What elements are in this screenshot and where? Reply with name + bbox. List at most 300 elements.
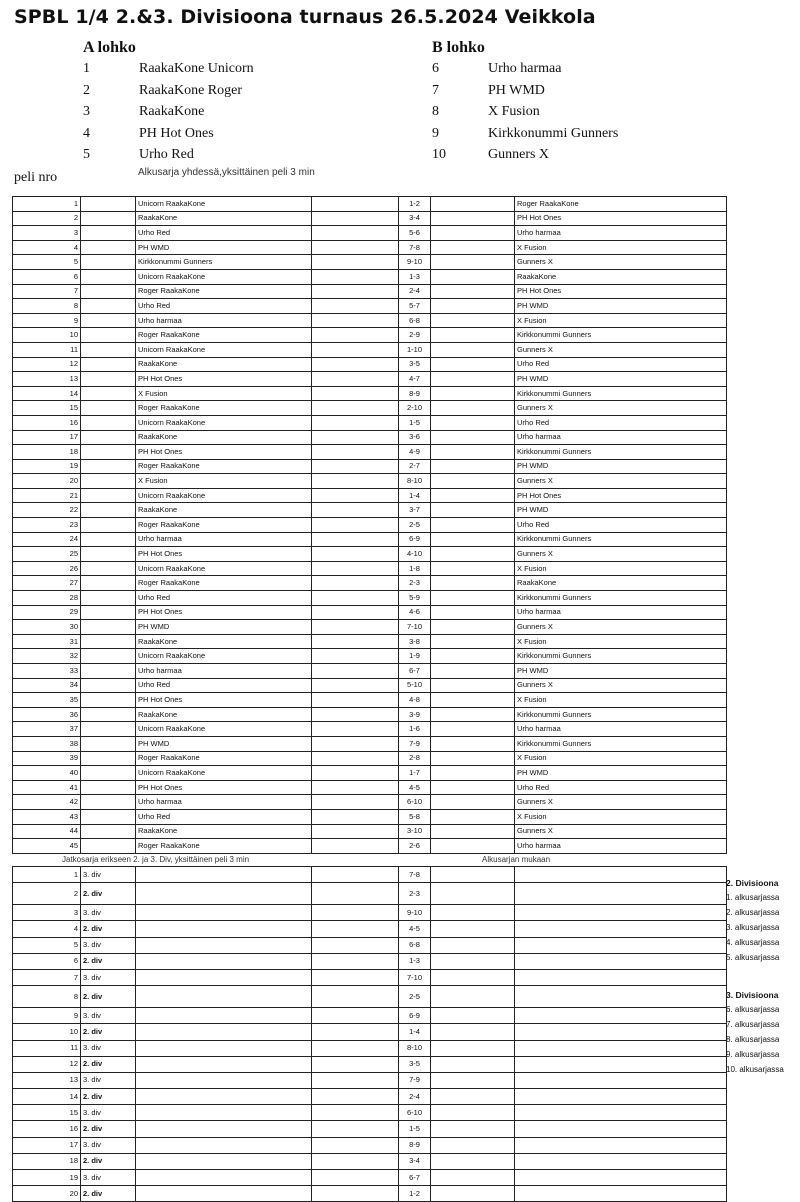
empty-cell: [312, 839, 399, 854]
empty-cell: [431, 328, 515, 343]
match-number: 43: [13, 809, 81, 824]
peli-nro-label: peli nro: [14, 170, 58, 185]
home-team: Unicorn RaakaKone: [136, 561, 312, 576]
final-subtitle-right: Alkusarjan mukaan: [482, 855, 551, 864]
empty-cell: [431, 780, 515, 795]
matchup: 7-8: [399, 240, 431, 255]
division-2-list: [726, 876, 779, 965]
empty-cell: [515, 953, 727, 969]
empty-cell: [81, 459, 136, 474]
matchup: 2-5: [399, 986, 431, 1008]
match-number: 16: [13, 415, 81, 430]
empty-cell: [431, 839, 515, 854]
empty-cell: [312, 328, 399, 343]
empty-cell: [312, 474, 399, 489]
home-team: Unicorn RaakaKone: [136, 766, 312, 781]
empty-cell: [81, 430, 136, 445]
empty-cell: [312, 269, 399, 284]
home-team: PH WMD: [136, 620, 312, 635]
match-number: 19: [13, 1170, 81, 1186]
table-row: [13, 547, 727, 562]
matchup: 3-7: [399, 503, 431, 518]
division-item: 3. alkusarjassa: [726, 923, 780, 932]
empty-cell: [312, 905, 399, 921]
table-row: [13, 649, 727, 664]
team-name: Kirkkonummi Gunners: [488, 125, 619, 141]
matchup: 1-4: [399, 488, 431, 503]
matchup: 3-4: [399, 211, 431, 226]
away-team: RaakaKone: [515, 269, 727, 284]
group-b: [432, 37, 618, 166]
final-subtitle: Jatkosarja erikseen 2. ja 3. Div, yksittäinen peli 3 min: [62, 855, 250, 864]
matchup: 1-4: [399, 1024, 431, 1040]
empty-cell: [431, 1089, 515, 1105]
team-number: 10: [432, 147, 446, 163]
away-team: Urho harmaa: [515, 839, 727, 854]
table-row: [13, 634, 727, 649]
away-team: X Fusion: [515, 693, 727, 708]
empty-cell: [312, 707, 399, 722]
table-row: [13, 386, 727, 401]
empty-cell: [312, 576, 399, 591]
empty-cell: [431, 547, 515, 562]
team-name: RaakaKone: [139, 104, 205, 120]
empty-cell: [431, 459, 515, 474]
match-number: 8: [13, 299, 81, 314]
team-number: 7: [432, 82, 439, 98]
empty-cell: [431, 921, 515, 937]
matchup: 4-6: [399, 605, 431, 620]
table-row: [13, 503, 727, 518]
empty-cell: [431, 474, 515, 489]
match-number: 17: [13, 430, 81, 445]
empty-cell: [312, 678, 399, 693]
empty-cell: [431, 795, 515, 810]
match-number: 13: [13, 372, 81, 387]
division-cell: [81, 1186, 136, 1202]
empty-cell: [81, 605, 136, 620]
match-number: 3: [13, 226, 81, 241]
away-team: PH Hot Ones: [515, 211, 727, 226]
empty-cell: [81, 299, 136, 314]
home-team: Urho Red: [136, 809, 312, 824]
table-row: [13, 722, 727, 737]
table-row: [13, 766, 727, 781]
away-team: Urho Red: [515, 415, 727, 430]
match-number: 9: [13, 1008, 81, 1024]
empty-cell: [312, 722, 399, 737]
empty-cell: [431, 1072, 515, 1088]
matchup: 3-6: [399, 430, 431, 445]
table-row: [13, 474, 727, 489]
group-team-row: [432, 58, 618, 80]
empty-cell: [312, 824, 399, 839]
division-label: 2. div: [83, 1091, 103, 1101]
match-number: 20: [13, 474, 81, 489]
division-item: 6. alkusarjassa: [726, 1005, 780, 1014]
away-team: Kirkkonummi Gunners: [515, 532, 727, 547]
empty-cell: [81, 503, 136, 518]
empty-cell: [431, 576, 515, 591]
home-team: PH Hot Ones: [136, 372, 312, 387]
away-team: Kirkkonummi Gunners: [515, 386, 727, 401]
table-row: [13, 780, 727, 795]
matchup: 6-7: [399, 664, 431, 679]
table-row: [13, 591, 727, 606]
empty-cell: [136, 1137, 312, 1153]
home-team: X Fusion: [136, 474, 312, 489]
empty-cell: [431, 722, 515, 737]
division-cell: 3. div: [81, 905, 136, 921]
away-team: PH WMD: [515, 372, 727, 387]
match-number: 4: [13, 240, 81, 255]
empty-cell: [312, 240, 399, 255]
empty-cell: [136, 969, 312, 985]
empty-cell: [136, 1105, 312, 1121]
division-cell: [81, 1153, 136, 1169]
home-team: PH Hot Ones: [136, 547, 312, 562]
away-team: Kirkkonummi Gunners: [515, 649, 727, 664]
prelim-schedule-table: [12, 196, 727, 854]
group-a-heading: A lohko: [83, 39, 136, 56]
empty-cell: [431, 937, 515, 953]
division-item: 5. alkusarjassa: [726, 953, 780, 962]
team-number: 2: [83, 82, 90, 98]
empty-cell: [81, 488, 136, 503]
away-team: Gunners X: [515, 547, 727, 562]
empty-cell: [515, 1186, 727, 1202]
match-number: 4: [13, 921, 81, 937]
empty-cell: [81, 766, 136, 781]
empty-cell: [431, 707, 515, 722]
empty-cell: [431, 620, 515, 635]
empty-cell: [81, 328, 136, 343]
empty-cell: [431, 1121, 515, 1137]
matchup: 1-3: [399, 269, 431, 284]
division-item: 4. alkusarjassa: [726, 938, 780, 947]
matchup: 3-4: [399, 1153, 431, 1169]
table-row: [13, 284, 727, 299]
matchup: 2-4: [399, 284, 431, 299]
division-label: 2. div: [83, 956, 103, 966]
away-team: Urho harmaa: [515, 226, 727, 241]
empty-cell: [312, 226, 399, 241]
team-name: PH WMD: [488, 82, 545, 98]
matchup: 3-5: [399, 357, 431, 372]
division-cell: [81, 1121, 136, 1137]
empty-cell: [136, 937, 312, 953]
empty-cell: [136, 1072, 312, 1088]
division-item: 2. alkusarjassa: [726, 908, 780, 917]
table-row: [13, 313, 727, 328]
empty-cell: [431, 649, 515, 664]
team-number: 6: [432, 61, 439, 76]
division-cell: 3. div: [81, 867, 136, 883]
team-number: 5: [83, 147, 90, 163]
table-row: [13, 1105, 727, 1121]
empty-cell: [81, 386, 136, 401]
matchup: 1-3: [399, 953, 431, 969]
empty-cell: [431, 503, 515, 518]
table-row: [13, 937, 727, 953]
empty-cell: [515, 905, 727, 921]
table-row: [13, 211, 727, 226]
table-row: [13, 226, 727, 241]
home-team: Unicorn RaakaKone: [136, 488, 312, 503]
empty-cell: [81, 226, 136, 241]
empty-cell: [431, 342, 515, 357]
empty-cell: [431, 824, 515, 839]
home-team: Kirkkonummi Gunners: [136, 255, 312, 270]
match-number: 34: [13, 678, 81, 693]
empty-cell: [431, 313, 515, 328]
home-team: Unicorn RaakaKone: [136, 415, 312, 430]
matchup: 6-8: [399, 313, 431, 328]
empty-cell: [81, 445, 136, 460]
matchup: 2-8: [399, 751, 431, 766]
empty-cell: [515, 867, 727, 883]
empty-cell: [312, 299, 399, 314]
empty-cell: [431, 1008, 515, 1024]
away-team: Roger RaakaKone: [515, 197, 727, 212]
empty-cell: [431, 430, 515, 445]
table-row: [13, 1089, 727, 1105]
empty-cell: [312, 795, 399, 810]
match-number: 20: [13, 1186, 81, 1202]
team-number: 3: [83, 104, 90, 120]
home-team: Roger RaakaKone: [136, 459, 312, 474]
empty-cell: [136, 1056, 312, 1072]
empty-cell: [312, 969, 399, 985]
matchup: 7-10: [399, 969, 431, 985]
match-number: 35: [13, 693, 81, 708]
away-team: Gunners X: [515, 795, 727, 810]
empty-cell: [312, 459, 399, 474]
home-team: RaakaKone: [136, 211, 312, 226]
empty-cell: [431, 240, 515, 255]
empty-cell: [81, 576, 136, 591]
empty-cell: [515, 986, 727, 1008]
home-team: Roger RaakaKone: [136, 518, 312, 533]
empty-cell: [515, 1105, 727, 1121]
match-number: 22: [13, 503, 81, 518]
empty-cell: [431, 766, 515, 781]
empty-cell: [81, 678, 136, 693]
empty-cell: [81, 415, 136, 430]
match-number: 19: [13, 459, 81, 474]
matchup: 6-10: [399, 1105, 431, 1121]
matchup: 2-7: [399, 459, 431, 474]
matchup: 2-4: [399, 1089, 431, 1105]
table-row: [13, 905, 727, 921]
empty-cell: [136, 1121, 312, 1137]
home-team: PH Hot Ones: [136, 445, 312, 460]
table-row: [13, 736, 727, 751]
table-row: [13, 1040, 727, 1056]
table-row: [13, 1186, 727, 1202]
empty-cell: [81, 722, 136, 737]
team-name: X Fusion: [488, 104, 540, 120]
matchup: 7-10: [399, 620, 431, 635]
empty-cell: [312, 867, 399, 883]
matchup: 3-9: [399, 707, 431, 722]
empty-cell: [312, 1121, 399, 1137]
empty-cell: [515, 1024, 727, 1040]
table-row: [13, 1008, 727, 1024]
empty-cell: [515, 937, 727, 953]
away-team: PH WMD: [515, 503, 727, 518]
home-team: PH Hot Ones: [136, 605, 312, 620]
empty-cell: [431, 664, 515, 679]
empty-cell: [431, 1153, 515, 1169]
table-row: [13, 1024, 727, 1040]
matchup: 7-9: [399, 736, 431, 751]
empty-cell: [312, 986, 399, 1008]
empty-cell: [431, 986, 515, 1008]
empty-cell: [81, 401, 136, 416]
empty-cell: [81, 591, 136, 606]
empty-cell: [81, 474, 136, 489]
match-number: 17: [13, 1137, 81, 1153]
table-row: [13, 445, 727, 460]
division-cell: [81, 883, 136, 905]
away-team: X Fusion: [515, 751, 727, 766]
match-number: 5: [13, 255, 81, 270]
empty-cell: [431, 883, 515, 905]
group-team-row: [83, 80, 254, 102]
empty-cell: [81, 284, 136, 299]
match-number: 40: [13, 766, 81, 781]
empty-cell: [312, 780, 399, 795]
empty-cell: [312, 620, 399, 635]
home-team: Roger RaakaKone: [136, 401, 312, 416]
match-number: 13: [13, 1072, 81, 1088]
matchup: 4-10: [399, 547, 431, 562]
matchup: 1-8: [399, 561, 431, 576]
empty-cell: [312, 547, 399, 562]
matchup: 8-9: [399, 386, 431, 401]
division-cell: 3. div: [81, 937, 136, 953]
table-row: [13, 839, 727, 854]
empty-cell: [431, 1040, 515, 1056]
empty-cell: [515, 1056, 727, 1072]
table-row: [13, 751, 727, 766]
table-row: [13, 430, 727, 445]
match-number: 30: [13, 620, 81, 635]
final-schedule-table: [12, 866, 727, 1202]
match-number: 29: [13, 605, 81, 620]
empty-cell: [81, 342, 136, 357]
empty-cell: [312, 430, 399, 445]
home-team: Unicorn RaakaKone: [136, 342, 312, 357]
match-number: 15: [13, 1105, 81, 1121]
empty-cell: [312, 937, 399, 953]
empty-cell: [431, 1056, 515, 1072]
empty-cell: [81, 649, 136, 664]
empty-cell: [431, 197, 515, 212]
division-2-heading: 2. Divisioona: [726, 878, 779, 888]
table-row: [13, 883, 727, 905]
home-team: Roger RaakaKone: [136, 284, 312, 299]
match-number: 12: [13, 357, 81, 372]
division-label: 2. div: [83, 923, 103, 933]
group-team-row: [83, 123, 254, 145]
empty-cell: [431, 634, 515, 649]
empty-cell: [515, 1170, 727, 1186]
home-team: Urho harmaa: [136, 664, 312, 679]
empty-cell: [136, 1153, 312, 1169]
empty-cell: [515, 1040, 727, 1056]
empty-cell: [312, 1024, 399, 1040]
match-number: 24: [13, 532, 81, 547]
empty-cell: [136, 1040, 312, 1056]
empty-cell: [515, 1121, 727, 1137]
away-team: X Fusion: [515, 240, 727, 255]
match-number: 14: [13, 386, 81, 401]
home-team: Roger RaakaKone: [136, 328, 312, 343]
away-team: X Fusion: [515, 809, 727, 824]
empty-cell: [431, 518, 515, 533]
empty-cell: [312, 1072, 399, 1088]
home-team: PH Hot Ones: [136, 780, 312, 795]
empty-cell: [515, 883, 727, 905]
team-name: Urho Red: [139, 147, 194, 163]
home-team: RaakaKone: [136, 503, 312, 518]
empty-cell: [81, 736, 136, 751]
home-team: Urho Red: [136, 591, 312, 606]
empty-cell: [431, 591, 515, 606]
empty-cell: [312, 372, 399, 387]
group-team-row: [432, 80, 618, 102]
away-team: PH WMD: [515, 459, 727, 474]
table-row: [13, 1121, 727, 1137]
empty-cell: [136, 1089, 312, 1105]
matchup: 2-3: [399, 883, 431, 905]
division-cell: [81, 1024, 136, 1040]
empty-cell: [431, 445, 515, 460]
table-row: [13, 795, 727, 810]
empty-cell: [81, 372, 136, 387]
matchup: 4-5: [399, 921, 431, 937]
team-number: 9: [432, 125, 439, 141]
away-team: Urho Red: [515, 357, 727, 372]
empty-cell: [136, 1024, 312, 1040]
group-team-row: [83, 58, 254, 80]
empty-cell: [431, 284, 515, 299]
empty-cell: [81, 795, 136, 810]
empty-cell: [431, 809, 515, 824]
empty-cell: [431, 226, 515, 241]
table-row: [13, 1153, 727, 1169]
table-row: [13, 1170, 727, 1186]
empty-cell: [81, 839, 136, 854]
away-team: Gunners X: [515, 474, 727, 489]
empty-cell: [312, 751, 399, 766]
division-cell: 3. div: [81, 969, 136, 985]
empty-cell: [136, 1170, 312, 1186]
matchup: 6-8: [399, 937, 431, 953]
division-cell: [81, 953, 136, 969]
matchup: 5-10: [399, 678, 431, 693]
match-number: 42: [13, 795, 81, 810]
match-number: 16: [13, 1121, 81, 1137]
away-team: Gunners X: [515, 401, 727, 416]
empty-cell: [81, 634, 136, 649]
empty-cell: [515, 1008, 727, 1024]
empty-cell: [312, 1186, 399, 1202]
away-team: Kirkkonummi Gunners: [515, 591, 727, 606]
division-cell: [81, 986, 136, 1008]
